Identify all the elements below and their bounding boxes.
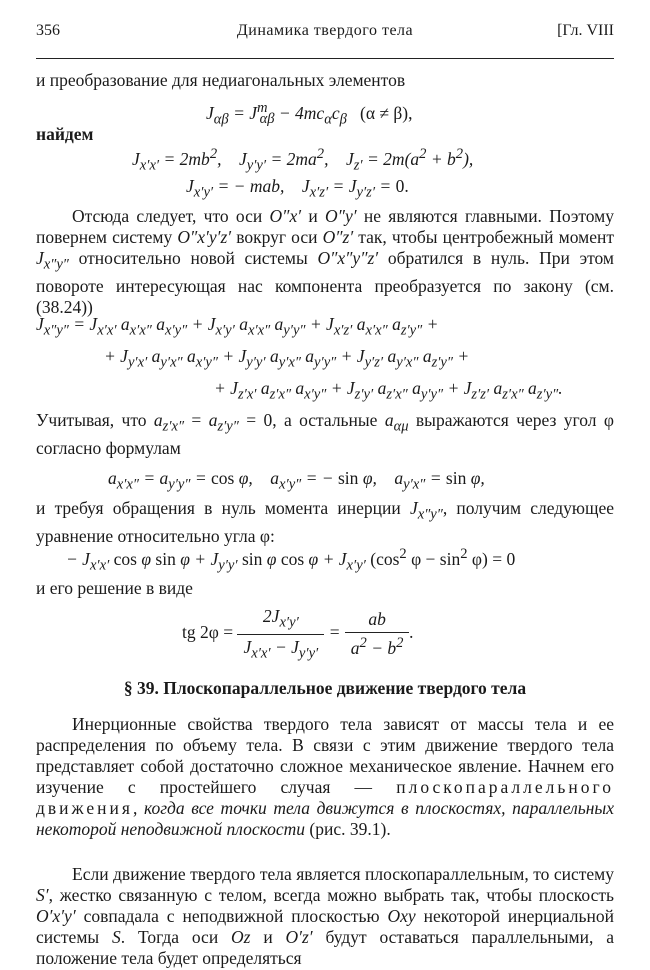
equation-moments-offdiag: $J_{x'y'}$ = − mab, $J_{x'z'} = J_{y'z'} = 0$. [186, 176, 409, 201]
paragraph-requiring: и требуя обращения в нуль момента инерции $J_{x''y''}$, получим следующее уравнение относительно угла φ: [36, 498, 614, 546]
paragraph-if: Если движение твердого тела является плоскопараллельным, то систему S′, жестко связанную с телом, всегда можно выбрать так, чтобы плоскость O′x′y′ совпадала с неподвижной плоскостью Oxy некоторой инерциальной системы S. Тогда оси Oz и O′z′ будут оставаться параллельными, а положение тела будет определяться [36, 864, 614, 968]
equation-cosines: $a_{x'x''} = a_{y'y''} = \cos \varphi$, $a_{x'y''}$ = − sin φ, $a_{y'x''} = \sin \varphi$, [108, 468, 485, 493]
equation-tan: tg 2φ = $\frac{2J_{x'y'}}{J_{x'x'} - J_{y'y'}}$ = $\frac{ab}{a^2 - b^2}$ . [182, 606, 414, 661]
header-rule [36, 58, 614, 59]
paragraph-taking: Учитывая, что $a_{z'x''} = a_{z'y''} = 0$, а остальные $a_{\alpha\mu}$ выражаются через угол φ согласно формулам [36, 410, 615, 458]
equation-rotation-1: $J_{x''y''} = J_{x'x'}$ $a_{x'x''}$ $a_{x'y''} + J_{x'y'}$ $a_{x'x''}$ $a_{y'y''} + J_{x'z'}$ $a_{x'x''}$ $a_{z'y''}$ + [36, 314, 439, 339]
equation-angle: − $J_{x'x'}$ cos φ $\sin \varphi + J_{y'y'}$ sin φ $\cos \varphi + J_{x'y'}$ ($\cos^2$ $\varphi - \sin^2 \varphi) = 0$ [66, 546, 516, 574]
section-title: § 39. Плоскопараллельное движение твердого тела [123, 678, 527, 698]
equation-transform: $J_{\alpha\beta} = J^m_{\alpha\beta} - 4mc_\alpha c_\beta$ (α ≠ β), [206, 100, 413, 128]
found-label: найдем [36, 124, 94, 144]
intro-line: и преобразование для недиагональных элементов [36, 70, 406, 90]
paragraph-solution: и его решение в виде [36, 578, 193, 598]
equation-moments-diag: $J_{x'x'} = 2mb^2$, $J_{y'y'} = 2ma^2$, $J_{z'} = 2m(a^2 + b^2)$, [132, 146, 474, 174]
page-number: 356 [36, 22, 60, 39]
running-title: Динамика твердого тела [236, 22, 414, 39]
chapter-label: [Гл. VIII [557, 22, 614, 39]
equation-rotation-2: + $J_{y'x'}$ $a_{y'x''}$ $a_{x'y''} + J_{y'y'}$ $a_{y'x''}$ $a_{y'y''} + J_{y'z'}$ $a_{y'x''}$ $a_{z'y''}$ + [104, 346, 470, 371]
equation-rotation-3: + $J_{z'x'}$ $a_{z'x''}$ $a_{x'y''} + J_{z'y'}$ $a_{z'x''}$ $a_{y'y''} + J_{z'z'}$ $a_{z'x''}$ $a_{z'y''}$. [214, 378, 563, 403]
paragraph-axes: Отсюда следует, что оси O″x′ и O″y′ не являются главными. Поэтому повернем систему O″x′y′z′ вокруг оси O″z′ так, чтобы центробежный момент $J_{x''y''}$ относительно новой системы O″x″y″z′ обратился в нуль. При этом повороте интересующая нас компонента преобразуется по закону (см. (38.24)) [36, 206, 614, 317]
paragraph-inertial: Инерционные свойства твердого тела зависят от массы тела и ее распределения по объему тела. В связи с этим движение твердого тела представляет собой достаточно сложное механическое явление. Начнем его изучение с простейшего случая — плоскопараллельного движения, когда все точки тела движутся в плоскостях, параллельных некоторой неподвижной плоскости (рис. 39.1). [36, 714, 615, 839]
page-header [36, 18, 614, 44]
page [36, 18, 615, 968]
